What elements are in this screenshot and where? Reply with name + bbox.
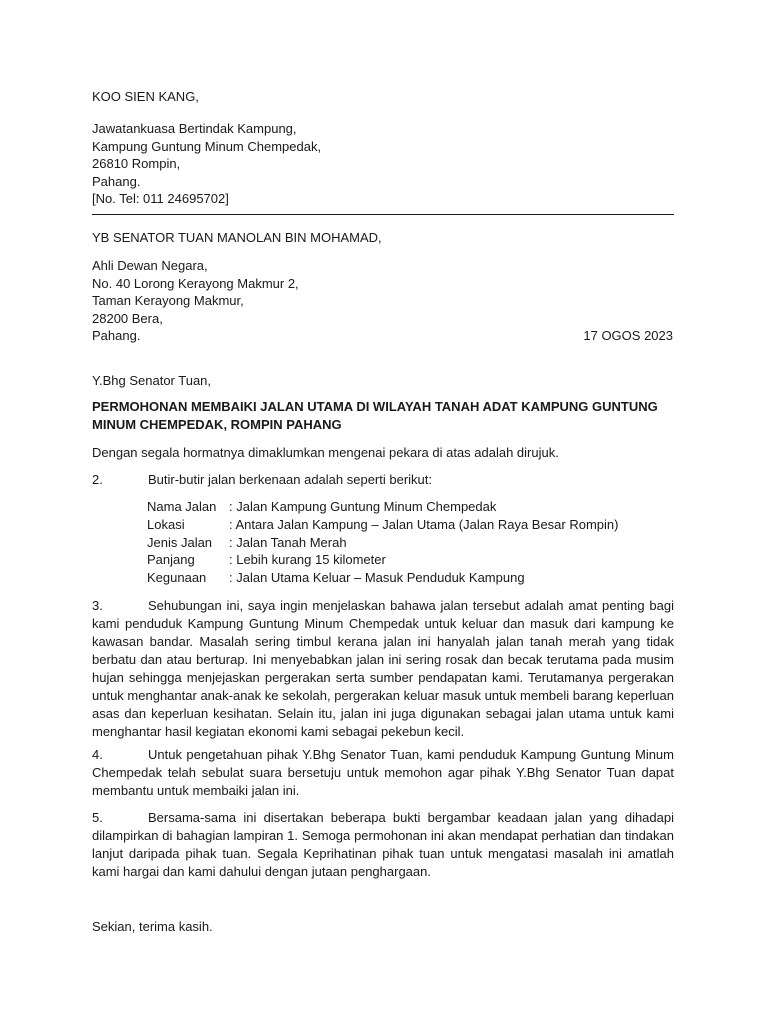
detail-label: Panjang	[147, 552, 195, 568]
intro-paragraph	[92, 444, 674, 462]
sender-address-line: Jawatankuasa Bertindak Kampung,	[92, 121, 297, 136]
sender-address-line: Kampung Guntung Minum Chempedak,	[92, 138, 322, 154]
detail-row	[147, 569, 618, 587]
salutation-block	[92, 372, 674, 390]
paragraph-2	[92, 471, 674, 489]
paragraph-text: Butir-butir jalan berkenaan adalah seperti berikut:	[148, 472, 433, 487]
letter-date: 17 OGOS 2023	[583, 328, 673, 343]
recipient-address-line: Ahli Dewan Negara,	[92, 258, 208, 273]
detail-value: : Jalan Kampung Guntung Minum Chempedak	[229, 499, 497, 514]
detail-label: Jenis Jalan	[147, 534, 213, 550]
paragraph-number: 4.	[92, 747, 103, 762]
paragraph-4	[92, 746, 674, 800]
detail-label: Lokasi	[147, 516, 185, 532]
header-divider	[92, 214, 674, 215]
detail-value: : Antara Jalan Kampung – Jalan Utama (Jalan Raya Besar Rompin)	[229, 516, 619, 532]
detail-row	[147, 516, 618, 534]
paragraph-number: 3.	[92, 598, 103, 613]
closing-block	[92, 918, 674, 936]
paragraph-text: Sehubungan ini, saya ingin menjelaskan bahawa jalan tersebut adalah amat penting bagi kami penduduk Kampung Guntung Minum Chempedak untuk keluar dan masuk dari kampung ke kawasan bandar. Masalah sering timbul kerana jalan ini hanyalah jalan tanah merah yang tidak berbatu dan atau berturap. Ini menyebabkan jalan ini sering rosak dan becak terutama pada musim hujan sehingga menjejaskan pergerakan serta sumber pendapatan kami. Terutamanya pergerakan untuk menghantar anak-anak ke sekolah, pergerakan keluar masuk untuk membeli barang keperluan asas dan keperluan kesihatan. Selain itu, jalan ini juga digunakan sebagai jalan utama untuk kami menghantar hasil kegiatan ekonomi kami sebagai pekebun kecil.	[92, 598, 674, 739]
recipient-block	[92, 229, 674, 247]
paragraph-text: Bersama-sama ini disertakan beberapa bukti bergambar keadaan jalan yang dihadapi dilampirkan di bahagian lampiran 1. Semoga permohonan ini akan mendapat perhatian dan tindakan lanjut daripada pihak tuan. Segala Keprihatinan pihak tuan untuk mengatasi masalah ini amatlah kami hargai dan kami dahului dengan jutaan penghargaan.	[92, 810, 674, 879]
detail-row	[147, 534, 618, 552]
paragraph-number: 5.	[92, 810, 103, 825]
closing-text: Sekian, terima kasih.	[92, 919, 213, 934]
paragraph-5	[92, 809, 674, 881]
recipient-address-line: 28200 Bera,	[92, 310, 163, 326]
intro-text: Dengan segala hormatnya dimaklumkan mengenai pekara di atas adalah dirujuk.	[92, 445, 559, 460]
sender-phone: [No. Tel: 011 24695702]	[92, 191, 229, 206]
paragraph-number: 2.	[92, 472, 103, 487]
detail-value: : Lebih kurang 15 kilometer	[229, 552, 386, 568]
paragraph-text: Untuk pengetahuan pihak Y.Bhg Senator Tuan, kami penduduk Kampung Guntung Minum Chempedak telah sebulat suara bersetuju untuk memohon agar pihak Y.Bhg Senator Tuan dapat membantu untuk membaiki jalan ini.	[92, 747, 674, 798]
sender-address-line: 26810 Rompin,	[92, 156, 181, 171]
detail-label: Kegunaan	[147, 570, 207, 586]
subject-heading: PERMOHONAN MEMBAIKI JALAN UTAMA DI WILAYAH TANAH ADAT KAMPUNG GUNTUNG MINUM CHEMPEDAK, ROMPIN PAHANG	[92, 399, 658, 432]
detail-label: Nama Jalan	[147, 499, 217, 514]
salutation: Y.Bhg Senator Tuan,	[92, 373, 212, 388]
detail-value: : Jalan Tanah Merah	[229, 534, 347, 550]
paragraph-3	[92, 597, 674, 741]
road-details-table	[147, 498, 618, 587]
sender-address-line: Pahang.	[92, 173, 141, 189]
recipient-address-line: No. 40 Lorong Kerayong Makmur 2,	[92, 275, 299, 291]
detail-row	[147, 498, 618, 516]
recipient-name: YB SENATOR TUAN MANOLAN BIN MOHAMAD,	[92, 230, 382, 245]
sender-name: KOO SIEN KANG,	[92, 89, 199, 104]
detail-value: : Jalan Utama Keluar – Masuk Penduduk Kampung	[229, 570, 525, 586]
sender-block	[92, 88, 674, 106]
recipient-address-line: Pahang.	[92, 328, 141, 343]
detail-row	[147, 551, 618, 569]
sender-address	[92, 120, 674, 208]
recipient-address-line: Taman Kerayong Makmur,	[92, 293, 244, 308]
